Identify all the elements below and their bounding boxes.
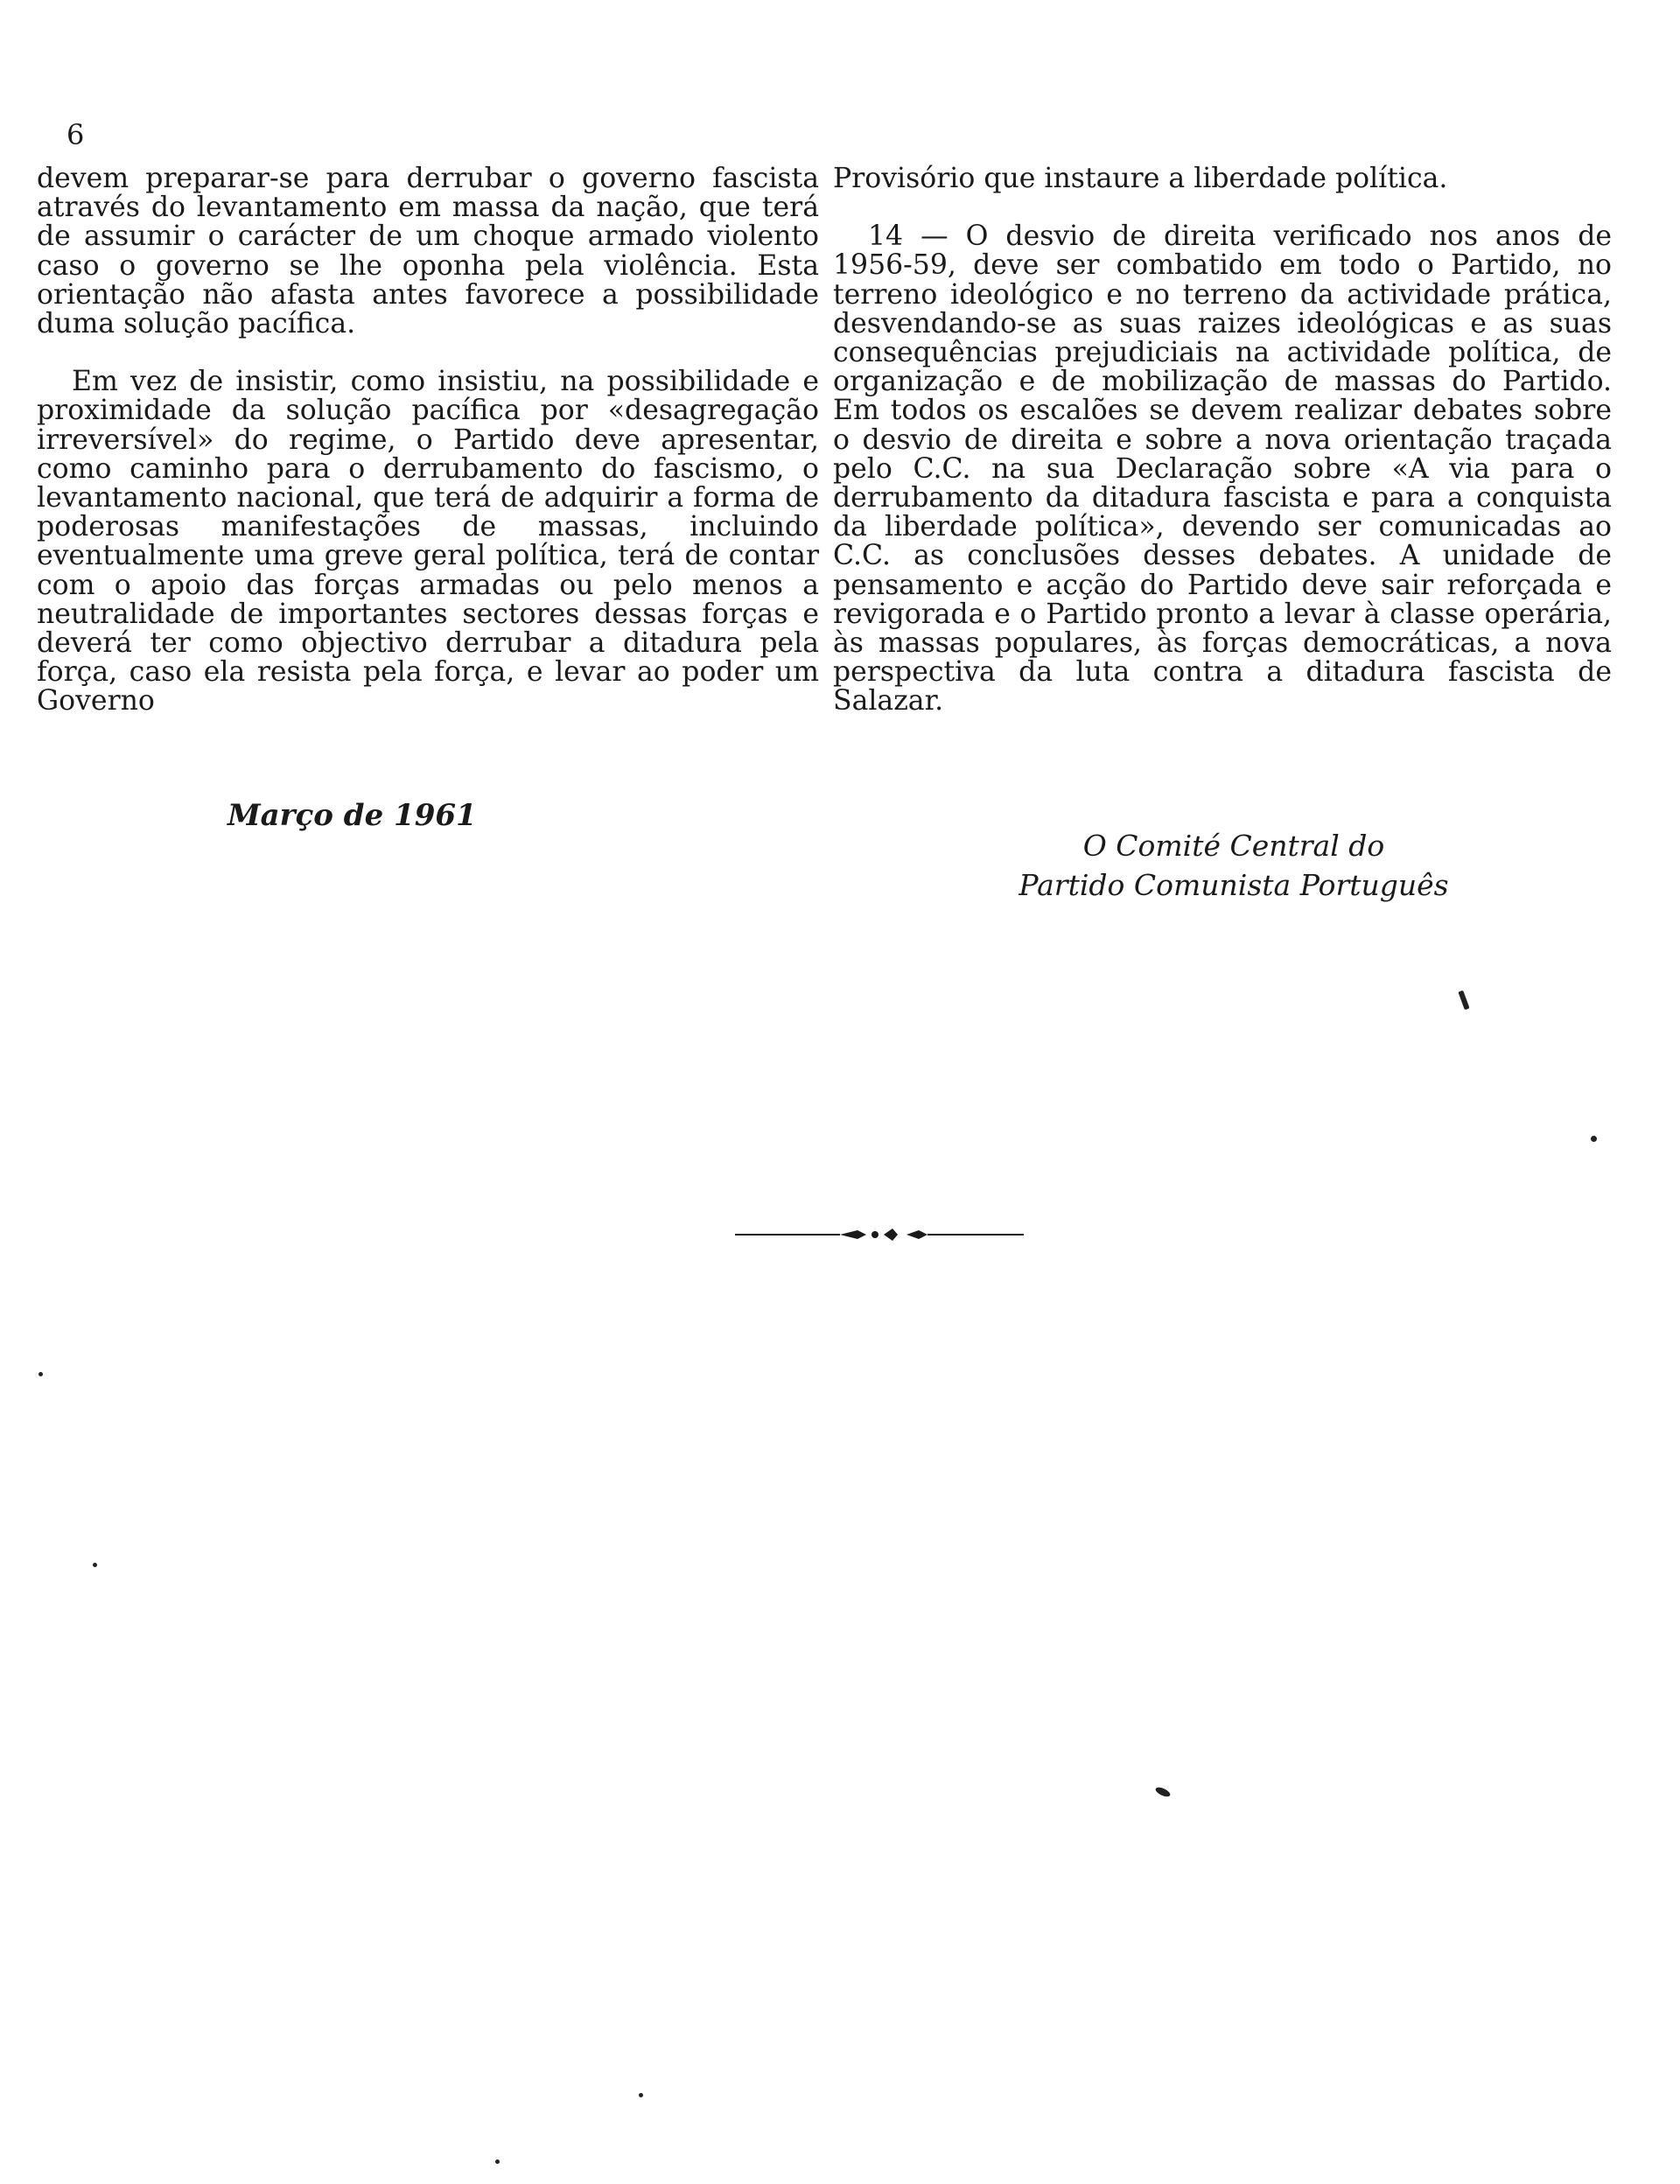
speck: [93, 1563, 97, 1567]
ornament-divider-icon: [735, 1222, 1024, 1248]
right-paragraph-2: 14 — O desvio de direita verificado nos anos de 1956-59, deve ser combatido em todo o Partido, no terreno ideológico e no terreno da actividade prática, desvendando-se as suas raizes ideológicas e as suas consequências prejudiciais na actividade política, de organização e de mobilização de massas do Partido. Em todos os escalões se devem realizar debates sobre o desvio de direita e sobre a nova orientação traçada pelo C.C. na sua Declaração sobre «A via para o derrubamento da ditadura fascista e para a conquista da liberdade política», devendo ser comunicadas ao C.C. as conclusões desses debates. A unidade de pensamento e acção do Partido deve sair reforçada e revigorada e o Partido pronto a levar à classe operária, às massas populares, às forças democráticas, a nova perspectiva da luta contra a ditadura fascista de Salazar.: [833, 220, 1612, 718]
left-column: [37, 164, 819, 717]
speck: [1154, 1786, 1172, 1799]
page-number: 6: [66, 118, 85, 151]
speck: [38, 1372, 43, 1376]
signature-block: [971, 826, 1496, 905]
document-date: Março de 1961: [228, 798, 477, 833]
left-paragraph-2: Em vez de insistir, como insistiu, na possibilidade e proximidade da solução pacífica por «desagregação irreversível» do regime, o Partido deve apresentar, como caminho para o derrubamento do fascismo, o levantamento nacional, que terá de adquirir a forma de poderosas manifestações de massas, incluindo eventualmente uma greve geral política, terá de contar com o apoio das forças armadas ou pelo menos a neutralidade de importantes sectores dessas forças e deverá ter como objectivo derrubar a ditadura pela força, caso ela resista pela força, e levar ao poder um Governo: [37, 366, 819, 718]
speck: [1458, 990, 1469, 1011]
right-column: [833, 164, 1612, 717]
signature-line-2: Partido Comunista Português: [1018, 868, 1449, 902]
speck: [1591, 1136, 1597, 1142]
left-paragraph-1: devem preparar-se para derrubar o governo fascista através do levantamento em massa da nação, que terá de assumir o carácter de um choque armado violento caso o governo se lhe oponha pela violência. Esta orientação não afasta antes favorece a possibilidade duma solução pacífica.: [37, 163, 819, 340]
speck: [639, 2093, 643, 2097]
right-paragraph-1: Provisório que instaure a liberdade política.: [833, 163, 1448, 194]
speck: [495, 2160, 500, 2164]
signature-line-1: O Comité Central do: [1082, 829, 1385, 863]
